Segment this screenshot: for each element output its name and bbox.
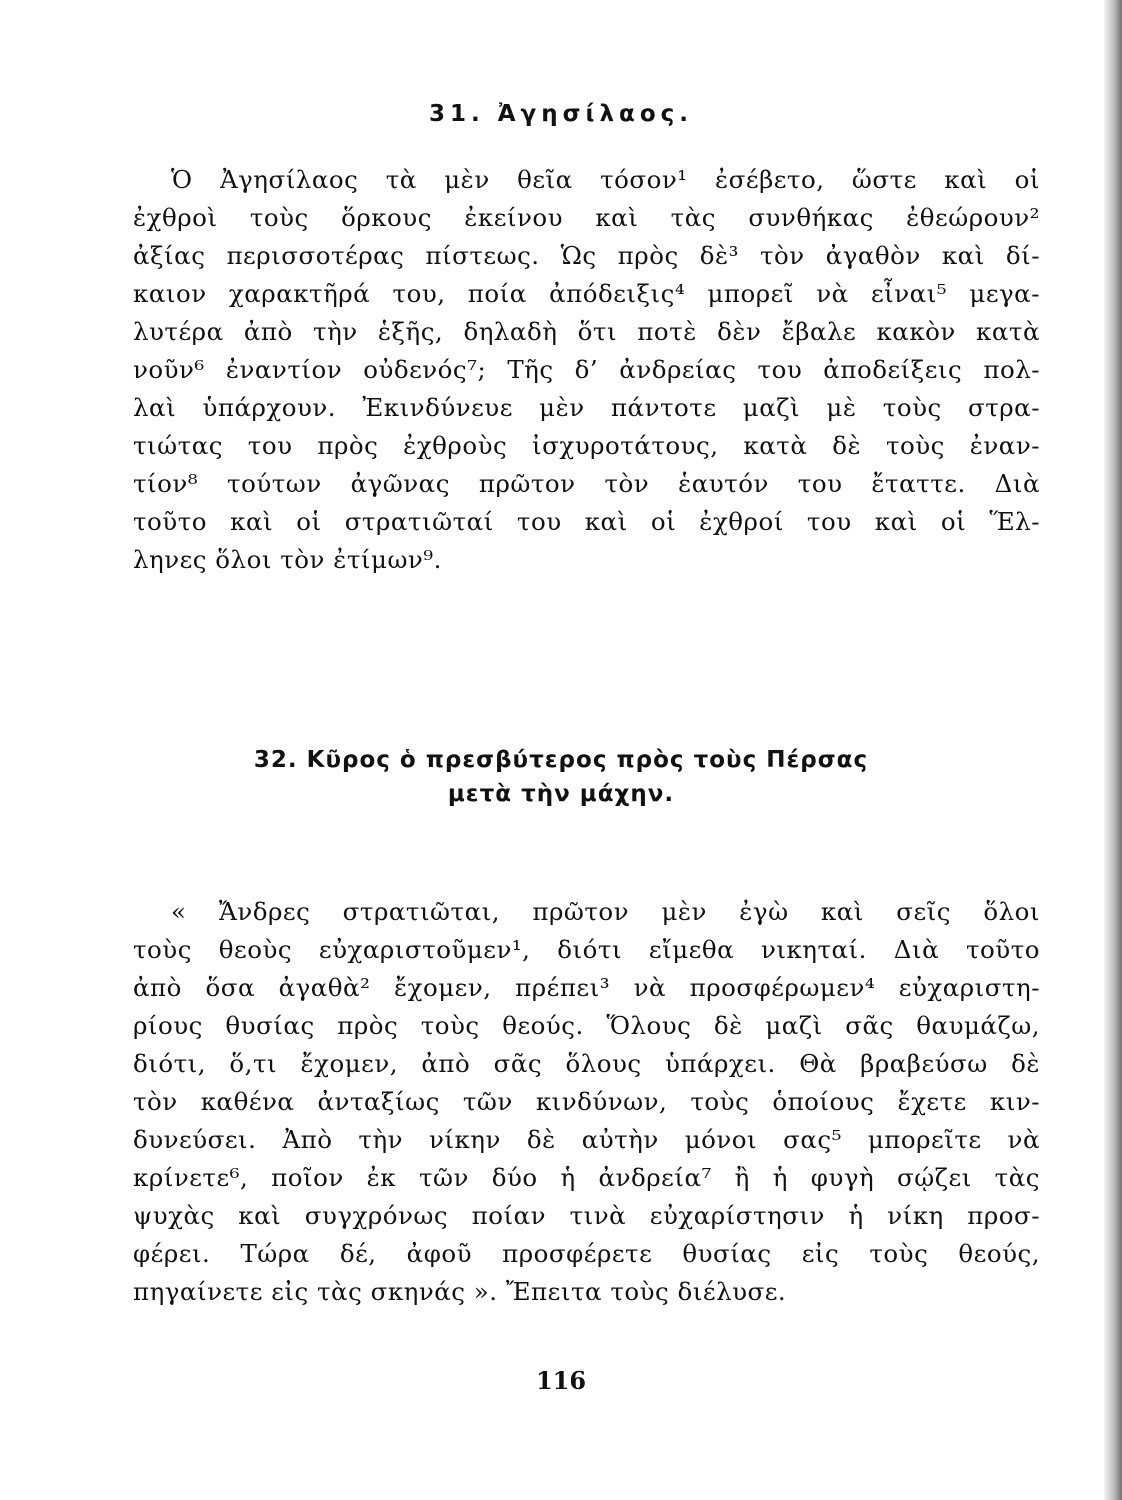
text-line: τὸν καθένα ἀνταξίως τῶν κινδύνων, τοὺς ὁποίους ἔχετε κιν-: [133, 1087, 1040, 1116]
text-line: ψυχὰς καὶ συγχρόνως ποίαν τινὰ εὐχαρίστησιν ἡ νίκη προσ-: [133, 1201, 1040, 1230]
section-32-title-line-1: 32. Κῦρος ὁ πρεσβύτερος πρὸς τοὺς Πέρσας: [253, 747, 869, 773]
text-line: Ὁ Ἀγησίλαος τὰ μὲν θεῖα τόσον¹ ἐσέβετο, ὥστε καὶ οἱ: [171, 165, 1040, 194]
text-line: ρίους θυσίας πρὸς τοὺς θεούς. Ὅλους δὲ μαζὶ σᾶς θαυμάζω,: [133, 1011, 1040, 1040]
text-line: « Ἄνδρες στρατιῶται, πρῶτον μὲν ἐγὼ καὶ σεῖς ὅλοι: [171, 897, 1040, 926]
text-line: ἀπὸ ὅσα ἀγαθὰ² ἔχομεν, πρέπει³ νὰ προσφέρωμεν⁴ εὐχαριστη-: [133, 973, 1040, 1002]
text-line: καιον χαρακτῆρά του, ποία ἀπόδειξις⁴ μπορεῖ νὰ εἶναι⁵ μεγα-: [133, 279, 1040, 308]
section-31-paragraph: [133, 161, 1040, 579]
text-line: λαὶ ὑπάρχουν. Ἐκινδύνευε μὲν πάντοτε μαζὶ μὲ τοὺς στρα-: [133, 393, 1040, 422]
text-line: διότι, ὅ,τι ἔχομεν, ἀπὸ σᾶς ὅλους ὑπάρχει. Θὰ βραβεύσω δὲ: [133, 1049, 1040, 1078]
section-31-title: 31. Ἀγησίλαος.: [429, 101, 693, 127]
text-line: ἀξίας περισσοτέρας πίστεως. Ὡς πρὸς δὲ³ τὸν ἀγαθὸν καὶ δί-: [133, 241, 1040, 270]
section-32-title-line-2: μετὰ τὴν μάχην.: [447, 781, 675, 807]
text-line: τοὺς θεοὺς εὐχαριστοῦμεν¹, διότι εἴμεθα νικηταί. Διὰ τοῦτο: [133, 935, 1040, 964]
text-line: ἐχθροὶ τοὺς ὅρκους ἐκείνου καὶ τὰς συνθήκας ἐθεώρουν²: [133, 203, 1040, 232]
section-32-title: [0, 743, 1122, 811]
text-line: τίον⁸ τούτων ἀγῶνας πρῶτον τὸν ἑαυτόν του ἔταττε. Διὰ: [133, 469, 1040, 498]
text-line: λυτέρα ἀπὸ τὴν ἑξῆς, δηλαδὴ ὅτι ποτὲ δὲν ἔβαλε κακὸν κατὰ: [133, 317, 1040, 346]
text-line: τοῦτο καὶ οἱ στρατιῶταί του καὶ οἱ ἐχθροί του καὶ οἱ Ἕλ-: [133, 507, 1040, 536]
text-line: πηγαίνετε εἰς τὰς σκηνάς ». Ἔπειτα τοὺς διέλυσε.: [133, 1277, 787, 1306]
text-line: τιώτας του πρὸς ἐχθροὺς ἰσχυροτάτους, κατὰ δὲ τοὺς ἐναν-: [133, 431, 1040, 460]
text-line: δυνεύσει. Ἀπὸ τὴν νίκην δὲ αὐτὴν μόνοι σας⁵ μπορεῖτε νὰ: [133, 1125, 1040, 1154]
text-line: ληνες ὅλοι τὸν ἐτίμων⁹.: [133, 545, 442, 574]
text-line: φέρει. Τώρα δέ, ἀφοῦ προσφέρετε θυσίας εἰς τοὺς θεούς,: [133, 1239, 1040, 1268]
section-32-paragraph: [133, 893, 1040, 1311]
text-line: νοῦν⁶ ἐναντίον οὐδενός⁷; Τῆς δ’ ἀνδρείας του ἀποδείξεις πολ-: [133, 355, 1040, 384]
page-number: 116: [535, 1366, 587, 1395]
text-line: κρίνετε⁶, ποῖον ἐκ τῶν δύο ἡ ἀνδρεία⁷ ἢ ἡ φυγὴ σῴζει τὰς: [133, 1163, 1040, 1192]
